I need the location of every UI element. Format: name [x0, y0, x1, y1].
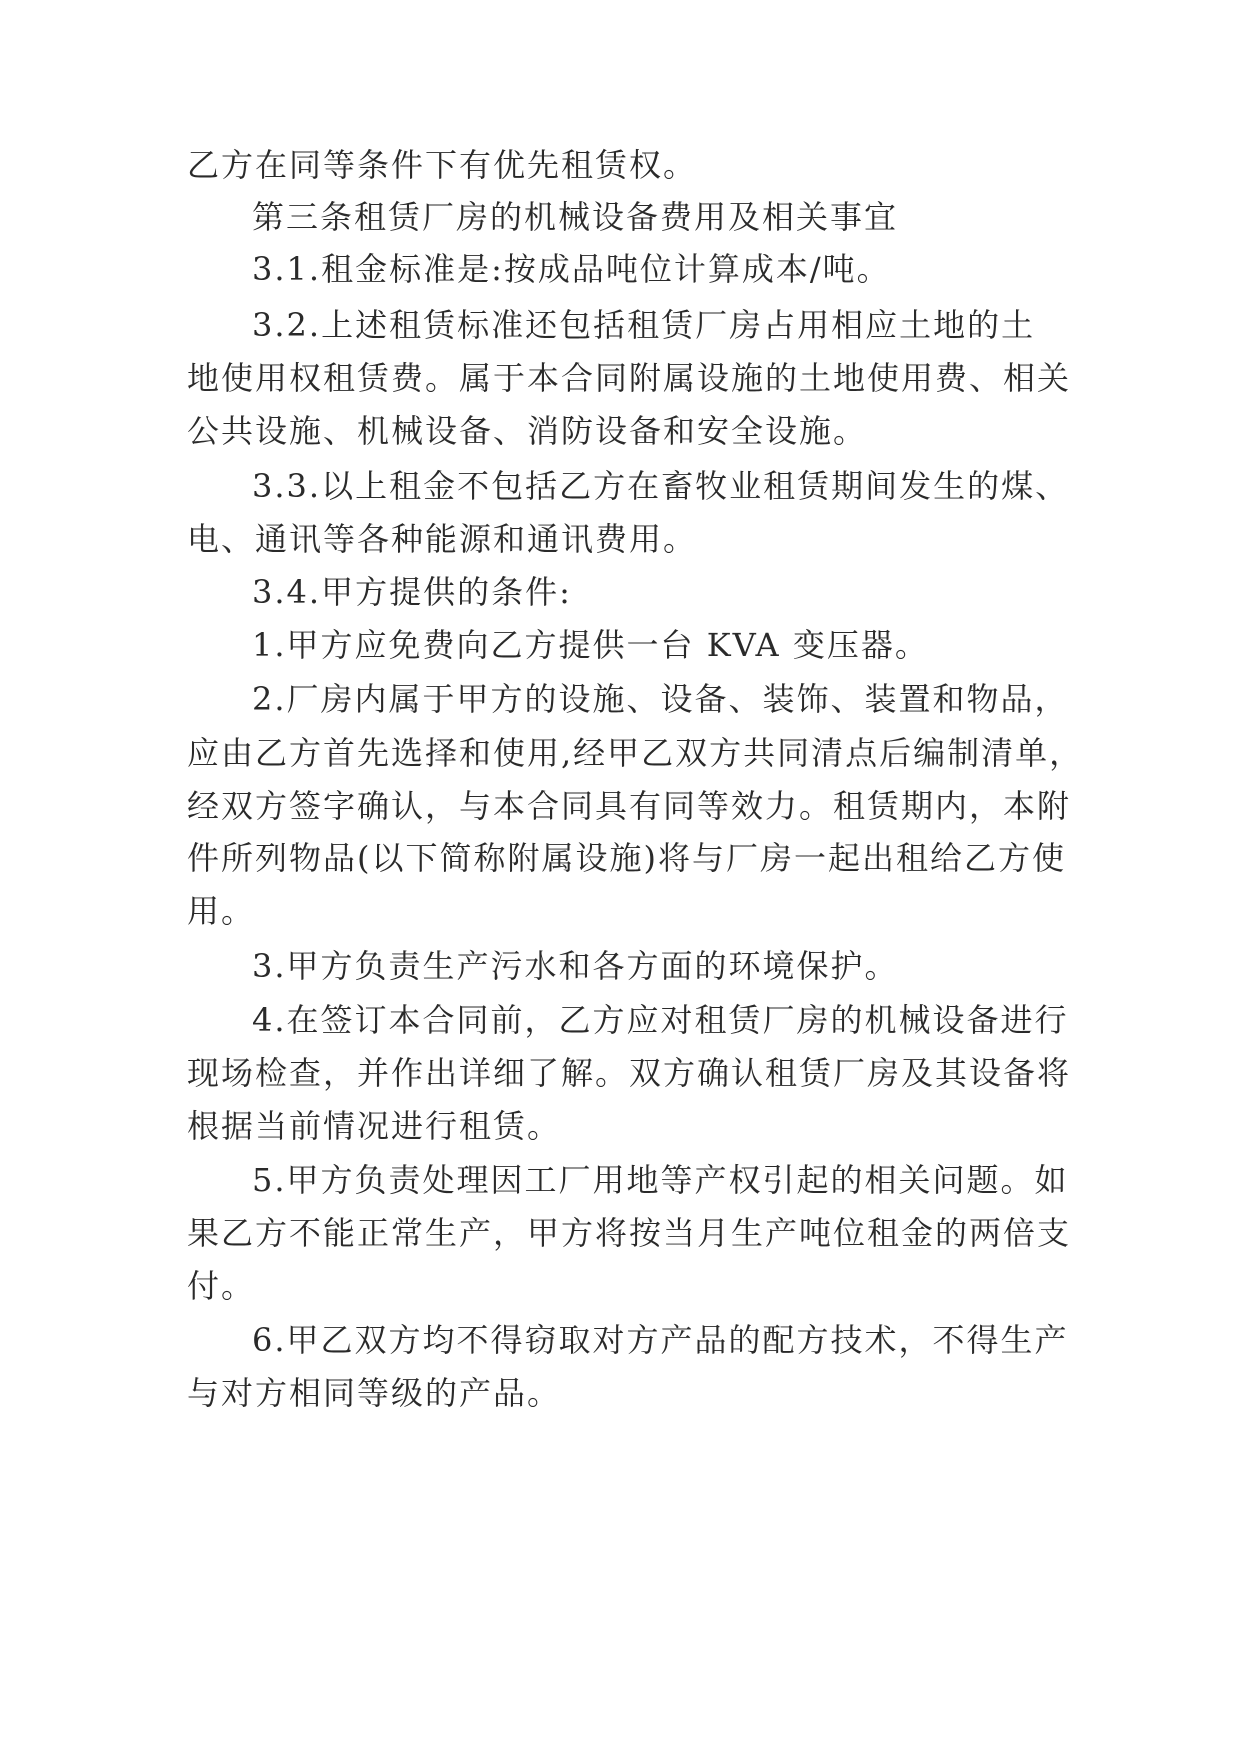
text-line: 果乙方不能正常生产，甲方将按当月生产吨位租金的两倍支: [187, 1214, 1072, 1252]
text-line: 1.甲方应免费向乙方提供一台 KVA 变压器。: [252, 626, 929, 664]
text-line: 电、通讯等各种能源和通讯费用。: [187, 520, 698, 558]
text-line: 3.2.上述租赁标准还包括租赁厂房占用相应土地的土: [252, 306, 1036, 344]
text-line: 3.1.租金标准是:按成品吨位计算成本/吨。: [252, 250, 891, 288]
text-line: 付。: [187, 1267, 256, 1305]
text-line: 现场检查，并作出详细了解。双方确认租赁厂房及其设备将: [187, 1054, 1072, 1092]
text-line: 乙方在同等条件下有优先租赁权。: [187, 146, 698, 184]
text-line: 公共设施、机械设备、消防设备和安全设施。: [187, 412, 868, 450]
text-line: 3.3.以上租金不包括乙方在畜牧业租赁期间发生的煤、: [252, 467, 1070, 505]
text-line: 3.4.甲方提供的条件:: [252, 573, 572, 611]
text-line: 5.甲方负责处理因工厂用地等产权引起的相关问题。如: [252, 1161, 1069, 1199]
text-line: 2.厂房内属于甲方的设施、设备、装饰、装置和物品，: [252, 680, 1069, 718]
text-line: 件所列物品(以下简称附属设施)将与厂房一起出租给乙方使: [187, 839, 1066, 877]
text-line: 经双方签字确认，与本合同具有同等效力。租赁期内，本附: [187, 787, 1072, 825]
text-line: 3.甲方负责生产污水和各方面的环境保护。: [252, 947, 899, 985]
text-line: 4.在签订本合同前，乙方应对租赁厂房的机械设备进行: [252, 1001, 1069, 1039]
text-line: 根据当前情况进行租赁。: [187, 1107, 562, 1145]
text-line: 与对方相同等级的产品。: [187, 1374, 562, 1412]
text-line: 6.甲乙双方均不得窃取对方产品的配方技术，不得生产: [252, 1321, 1069, 1359]
text-line: 应由乙方首先选择和使用,经甲乙双方共同清点后编制清单，: [187, 734, 1084, 772]
section-heading: 第三条租赁厂房的机械设备费用及相关事宜: [252, 198, 899, 236]
text-line: 用。: [187, 892, 256, 930]
text-line: 地使用权租赁费。属于本合同附属设施的土地使用费、相关: [187, 359, 1072, 397]
